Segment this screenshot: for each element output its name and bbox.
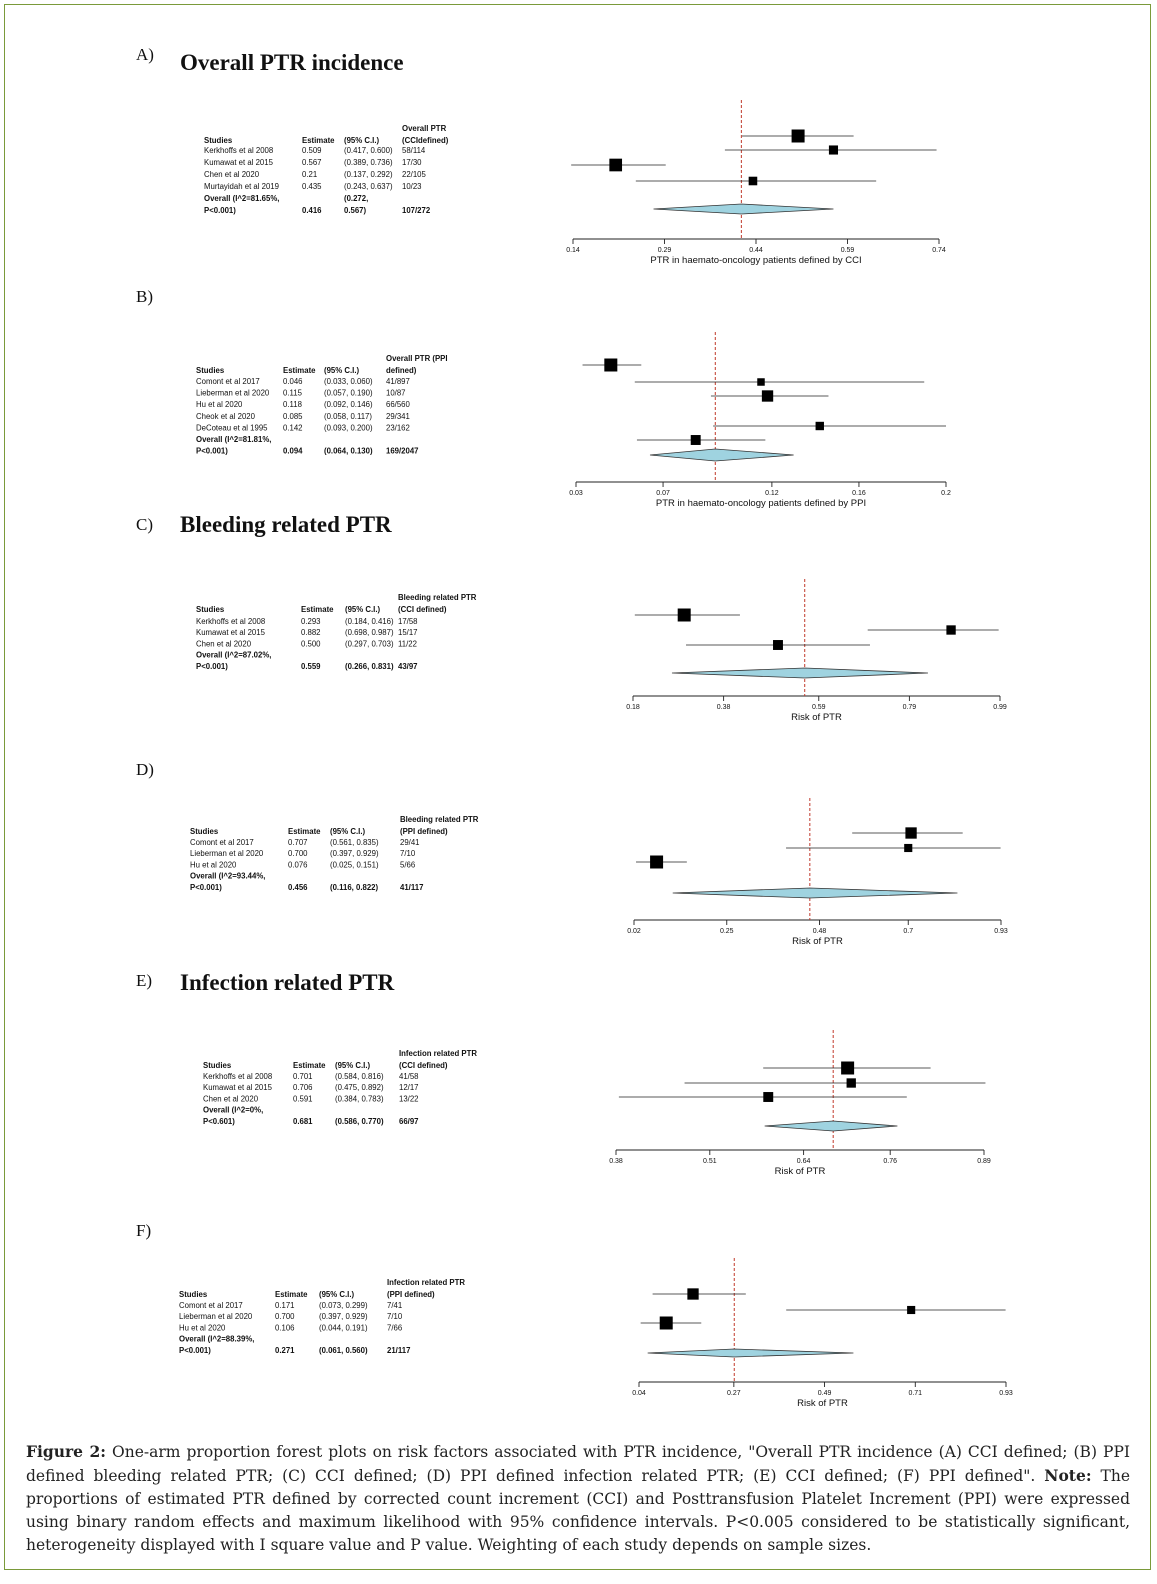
caption-text-1: One-arm proportion forest plots on risk factors associated with PTR incidence, "Overall PTR incidence (A) CCI defined; (B) PPI defined bleeding related PTR; (C) CCI defined; (D) PPI defined infection related PTR; (E) CCI defined; (F) PPI defined". [26,1443,1130,1485]
panel-b-overall-ci-line2: (0.064, 0.130) [324,446,373,456]
panel-a-row-1-study: Kerkhoffs et al 2008 [204,146,274,155]
panel-b-overall-label-line2: P<0.001) [196,446,228,456]
panel-e-x-tick-label-2: 0.51 [702,1158,717,1165]
panel-d-row-2-study: Lieberman et al 2020 [190,849,264,859]
panel-b-row-2-count: 10/87 [386,388,406,398]
panel-d-study-1-marker [905,827,916,838]
panel-a-overall-diamond [654,204,834,214]
panel-a-overall-count: 107/272 [402,206,431,215]
panel-b-overall-estimate: 0.094 [283,446,303,456]
panel-b-overall-diamond [650,449,794,461]
panel-d-x-tick-label-4: 0.7 [903,928,914,935]
panel-c-x-axis-label: Risk of PTR [791,712,842,723]
panel-f-study-2-marker [907,1306,915,1314]
panel-f-row-3-study: Hu et al 2020 [179,1323,226,1333]
panel-a-row-4-count: 10/23 [402,182,422,191]
panel-d-row-2-ci: (0.397, 0.929) [330,849,379,859]
panel-b-header-estimate: Estimate [283,366,316,375]
panel-a-x-tick-label-4: 0.59 [840,247,855,254]
panel-a-row-1-ci: (0.417, 0.600) [344,146,393,155]
panel-a-row-3-count: 22/105 [402,170,426,179]
panel-c-x-tick-label-2: 0.38 [716,704,731,711]
panel-b-row-1-study: Comont et al 2017 [196,377,260,386]
panel-d-x-axis-label: Risk of PTR [792,936,843,947]
panel-f-header-ci: (95% C.I.) [319,1290,355,1299]
panel-f-row-2-count: 7/10 [387,1312,403,1322]
panel-b-row-3-estimate: 0.118 [283,400,302,410]
panel-e-letter: E) [136,971,153,990]
panel-c-header-count-line1: Bleeding related PTR [398,593,477,602]
panel-f-x-tick-label-5: 0.93 [999,1390,1013,1397]
panel-a-overall-label-line2: P<0.001) [204,206,236,215]
panel-b-x-tick-label-3: 0.12 [765,490,779,497]
panel-b-row-2-study: Lieberman et al 2020 [196,388,270,398]
caption-note-label: Note: [1044,1466,1092,1485]
panel-b-overall-count: 169/2047 [386,446,419,456]
panel-e-row-2-study: Kumawat et al 2015 [203,1083,272,1093]
panel-f-overall-label-line2: P<0.001) [179,1345,211,1355]
panel-e-x-axis-label: Risk of PTR [774,1166,826,1177]
panel-f-x-tick-label-2: 0.27 [727,1390,741,1397]
panel-a-row-1-count: 58/114 [402,146,426,155]
panel-a-row-2-ci: (0.389, 0.736) [344,158,393,167]
panel-e-overall-label-line2: P<0.601) [203,1116,235,1126]
panel-a-overall-ci-line1: (0.272, [344,194,369,203]
panel-a-study-1-marker [792,130,805,143]
panel-a-study-4-marker [749,177,758,186]
panel-a-x-tick-label-3: 0.44 [749,247,763,254]
panel-a-row-3-estimate: 0.21 [302,170,318,179]
panel-d-overall-diamond [673,888,958,898]
panel-a-overall-ci-line2: 0.567) [344,206,367,215]
panel-b-row-2-estimate: 0.115 [283,388,302,398]
panel-a-x-tick-label-5: 0.74 [932,247,946,254]
panel-b-header-ci: (95% C.I.) [324,366,360,375]
panel-c-overall-diamond [672,668,928,678]
panel-e-overall-label-line1: Overall (I^2=0%, [203,1105,264,1115]
panel-b-row-3-ci: (0.092, 0.146) [324,400,373,410]
panel-d-overall-ci-line2: (0.116, 0.822) [330,882,379,892]
panel-f-row-3-ci: (0.044, 0.191) [319,1323,368,1333]
panel-b-row-4-study: Cheok et al 2020 [196,411,255,421]
panel-d-row-1-ci: (0.561, 0.835) [330,838,379,847]
panel-c-study-3-marker [773,640,783,650]
panel-d-x-tick-label-5: 0.93 [994,928,1008,935]
panel-c-overall-label-line2: P<0.001) [196,661,228,671]
panel-c-row-2-ci: (0.698, 0.987) [345,628,394,638]
panel-f-header-count-line2: (PPI defined) [387,1290,435,1299]
panel-b-x-axis-label: PTR in haemato-oncology patients defined by PPI [655,498,867,509]
panel-e-row-3-study: Chen et al 2020 [203,1094,259,1104]
panel-f-overall-count: 21/117 [387,1345,411,1355]
panel-c-row-1-estimate: 0.293 [301,617,321,626]
panel-b-header-count-line1: Overall PTR (PPI [386,354,448,363]
panel-d-row-2-estimate: 0.700 [288,849,308,859]
panel-a-header-ci: (95% C.I.) [344,136,380,145]
panel-f-header-count-line1: Infection related PTR [387,1278,465,1287]
panel-d-header-ci: (95% C.I.) [330,827,366,836]
panel-d-row-3-ci: (0.025, 0.151) [330,860,379,870]
panel-c-overall-count: 43/97 [398,661,418,671]
panel-b-study-4-marker [691,435,701,445]
panel-c-heading: Bleeding related PTR [180,512,392,537]
panel-a-row-2-study: Kumawat et al 2015 [204,158,273,167]
panel-b-row-5-study: DeCoteau et al 1995 [196,423,268,433]
panel-e-overall-count: 66/97 [399,1116,419,1126]
panel-c-overall-ci-line2: (0.266, 0.831) [345,661,394,671]
panel-e-study-2-marker [847,1078,856,1087]
panel-f-overall-diamond [648,1349,854,1357]
panel-e-x-tick-label-3: 0.64 [796,1158,811,1165]
panel-f-x-tick-label-4: 0.71 [908,1390,923,1397]
panel-f-row-1-estimate: 0.171 [275,1301,295,1310]
panel-f-header-estimate: Estimate [275,1290,308,1299]
panel-f-overall-label-line1: Overall (I^2=88.39%, [179,1334,255,1344]
panel-e-row-2-estimate: 0.706 [293,1083,313,1093]
panel-a-heading: Overall PTR incidence [180,50,404,75]
panel-a-letter: A) [136,45,154,64]
panel-e-x-tick-label-5: 0.89 [977,1158,991,1165]
panel-e-study-3-marker [763,1092,773,1102]
panel-a-study-2-marker [829,145,838,154]
panel-a-study-3-marker [609,159,622,172]
panel-c-row-3-estimate: 0.500 [301,639,321,649]
panel-d-overall-label-line1: Overall (I^2=93.44%, [190,871,266,881]
panel-a-row-3-ci: (0.137, 0.292) [344,170,393,179]
panel-d-header-count-line1: Bleeding related PTR [400,815,479,824]
panel-c-row-3-ci: (0.297, 0.703) [345,639,394,649]
panel-b-row-4-estimate: 0.085 [283,411,303,421]
panel-d-header-count-line2: (PPI defined) [400,827,448,836]
panel-a-x-tick-label-1: 0.14 [566,247,580,254]
panel-b-header-count-line2: defined) [386,366,417,375]
panel-a-header-estimate: Estimate [302,136,335,145]
figure-caption [26,1440,1130,1557]
panel-a-row-3-study: Chen et al 2020 [204,170,260,179]
panel-b-row-5-ci: (0.093, 0.200) [324,423,373,433]
panel-b-row-2-ci: (0.057, 0.190) [324,388,373,398]
panel-d-row-2-count: 7/10 [400,849,416,859]
panel-b-row-1-estimate: 0.046 [283,377,303,386]
panel-b-x-tick-label-2: 0.07 [656,490,670,497]
caption-text-2: The proportions of estimated PTR defined by corrected count increment (CCI) and Posttransfusion Platelet Increment (PPI) were expressed using binary random effects and maximum likelihood with 95% confidence intervals. P<0.005 considered to be statistically significant, heterogeneity displayed with I square value and P value. Weighting of each study depends on sample sizes. [26,1467,1131,1554]
panel-f-x-tick-label-1: 0.04 [632,1390,646,1397]
panel-a-row-4-study: Murtayidah et al 2019 [204,182,279,191]
panel-f-overall-estimate: 0.271 [275,1345,295,1355]
panel-e-header-ci: (95% C.I.) [335,1061,371,1070]
panel-e-row-1-count: 41/58 [399,1072,419,1081]
panel-d-row-3-study: Hu et al 2020 [190,860,237,870]
panel-e-x-tick-label-4: 0.76 [883,1158,898,1165]
panel-f-x-tick-label-3: 0.49 [817,1390,832,1397]
panel-d-header-studies: Studies [190,827,219,836]
panel-d-overall-label-line2: P<0.001) [190,882,222,892]
panel-f-row-3-estimate: 0.106 [275,1323,295,1333]
panel-b-study-1-marker [604,359,617,372]
panel-e-overall-diamond [765,1121,898,1131]
panel-a-overall-estimate: 0.416 [302,206,322,215]
panel-c-study-2-marker [946,625,955,634]
panel-e-header-studies: Studies [203,1061,232,1070]
panel-b-x-tick-label-1: 0.03 [569,490,583,497]
panel-e-row-1-estimate: 0.701 [293,1072,313,1081]
panel-d-row-1-study: Comont et al 2017 [190,838,254,847]
panel-c-row-1-study: Kerkhoffs et al 2008 [196,617,266,626]
panel-e-x-tick-label-1: 0.38 [609,1158,623,1165]
panel-a-header-studies: Studies [204,136,233,145]
panel-b-letter: B) [136,287,153,306]
panel-c-x-tick-label-4: 0.79 [902,704,917,711]
panel-c-study-1-marker [678,609,691,622]
panel-c-row-1-count: 17/58 [398,617,418,626]
panel-d-letter: D) [136,760,154,779]
panel-d-study-3-marker [650,856,663,869]
panel-e-row-2-count: 12/17 [399,1083,419,1093]
panel-c-row-1-ci: (0.184, 0.416) [345,617,394,626]
panel-e-row-3-count: 13/22 [399,1094,419,1104]
panel-d-row-1-estimate: 0.707 [288,838,308,847]
panel-e-header-estimate: Estimate [293,1061,326,1070]
panel-d-row-1-count: 29/41 [400,838,420,847]
panel-c-row-2-estimate: 0.882 [301,628,321,638]
panel-c-overall-label-line1: Overall (I^2=87.02%, [196,650,272,660]
panel-f-row-2-ci: (0.397, 0.929) [319,1312,368,1322]
panel-b-row-5-count: 23/162 [386,423,410,433]
panel-b-header-studies: Studies [196,366,225,375]
panel-a-x-tick-label-2: 0.29 [657,247,672,254]
panel-f-row-2-study: Lieberman et al 2020 [179,1312,253,1322]
panel-e-row-1-study: Kerkhoffs et al 2008 [203,1072,273,1081]
panel-e-row-3-estimate: 0.591 [293,1094,313,1104]
panel-e-header-count-line2: (CCI defined) [399,1061,448,1070]
panel-f-row-1-ci: (0.073, 0.299) [319,1301,368,1310]
panel-f-header-studies: Studies [179,1290,208,1299]
panel-f-row-2-estimate: 0.700 [275,1312,295,1322]
panel-a-row-4-estimate: 0.435 [302,182,322,191]
panel-e-overall-ci-line2: (0.586, 0.770) [335,1116,384,1126]
panel-a-row-1-estimate: 0.509 [302,146,322,155]
panel-c-overall-estimate: 0.559 [301,661,321,671]
panel-f-overall-ci-line2: (0.061, 0.560) [319,1345,368,1355]
panel-e-study-1-marker [841,1062,854,1075]
panel-b-row-4-count: 29/341 [386,411,410,421]
panel-c-row-3-study: Chen et al 2020 [196,639,252,649]
panel-b-row-5-estimate: 0.142 [283,423,303,433]
panel-e-heading: Infection related PTR [180,970,395,995]
panel-e-row-3-ci: (0.384, 0.783) [335,1094,384,1104]
panel-a-header-count-line2: (CCIdefined) [402,136,449,145]
panel-b-x-tick-label-5: 0.2 [941,490,951,497]
panel-a-x-axis-label: PTR in haemato-oncology patients defined by CCI [650,255,862,266]
panel-c-header-studies: Studies [196,605,225,614]
panel-b-study-2-marker [757,378,764,385]
panel-b-study-3-marker [762,390,773,401]
panel-a-row-4-ci: (0.243, 0.637) [344,182,393,191]
panel-b-row-1-ci: (0.033, 0.060) [324,377,373,386]
panel-a-overall-label-line1: Overall (I^2=81.65%, [204,194,280,203]
panel-c-row-2-count: 15/17 [398,628,418,638]
panel-e-overall-estimate: 0.681 [293,1116,313,1126]
panel-c-row-3-count: 11/22 [398,639,417,649]
panel-d-x-tick-label-2: 0.25 [719,928,734,935]
panel-b-row-3-count: 66/560 [386,400,410,410]
panel-c-header-estimate: Estimate [301,605,334,614]
panel-b-x-tick-label-4: 0.16 [852,490,866,497]
panel-b-study-5-marker [816,422,824,430]
panel-a-row-2-estimate: 0.567 [302,158,322,167]
panel-c-x-tick-label-3: 0.59 [811,704,826,711]
panel-e-row-1-ci: (0.584, 0.816) [335,1072,384,1081]
panel-b-overall-label-line1: Overall (I^2=81.81%, [196,435,272,444]
panel-a-row-2-count: 17/30 [402,158,422,167]
panel-f-letter: F) [136,1221,152,1240]
panel-f-study-3-marker [660,1317,673,1330]
panel-f-row-3-count: 7/66 [387,1323,403,1333]
panel-d-row-3-count: 5/66 [400,860,416,870]
panel-d-header-estimate: Estimate [288,827,321,836]
panel-b-row-1-count: 41/897 [386,377,410,386]
panel-d-x-tick-label-3: 0.48 [812,928,827,935]
panel-c-x-tick-label-5: 0.99 [993,704,1007,711]
panel-b-row-4-ci: (0.058, 0.117) [324,411,372,421]
panel-d-overall-count: 41/117 [400,882,424,892]
panel-c-row-2-study: Kumawat et al 2015 [196,628,265,638]
panel-b-row-3-study: Hu et al 2020 [196,400,243,410]
panel-c-letter: C) [136,515,153,534]
panel-d-row-3-estimate: 0.076 [288,860,308,870]
panel-c-x-tick-label-1: 0.18 [626,704,640,711]
panel-a-header-count-line1: Overall PTR [402,124,447,133]
panel-f-x-axis-label: Risk of PTR [797,1398,848,1409]
caption-figure-label: Figure 2: [26,1442,107,1461]
panel-f-row-1-study: Comont et al 2017 [179,1301,243,1310]
panel-e-header-count-line1: Infection related PTR [399,1049,477,1058]
panel-e-row-2-ci: (0.475, 0.892) [335,1083,384,1093]
panel-f-row-1-count: 7/41 [387,1301,403,1310]
panel-d-overall-estimate: 0.456 [288,882,308,892]
panel-d-x-tick-label-1: 0.02 [627,928,641,935]
panel-c-header-count-line2: (CCI defined) [398,605,447,614]
panel-f-study-1-marker [687,1288,698,1299]
panel-d-study-2-marker [904,844,912,852]
panel-c-header-ci: (95% C.I.) [345,605,381,614]
